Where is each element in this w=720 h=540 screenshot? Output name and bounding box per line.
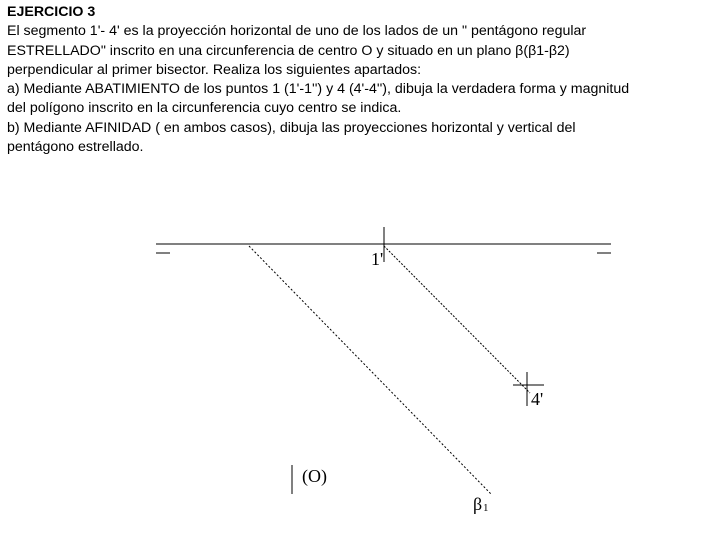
label-center-o: (O) — [302, 466, 327, 486]
label-beta-subscript: 1 — [483, 502, 489, 514]
statement-line: perpendicular al primer bisector. Realiza los siguientes apartados: — [7, 61, 422, 78]
label-point-1: 1' — [371, 249, 384, 269]
statement-line: del polígono inscrito en la circunferencia cuyo centro se indica. — [7, 100, 402, 117]
label-point-4: 4' — [531, 389, 544, 409]
statement-line: ESTRELLADO" inscrito en una circunferencia de centro O y situado en un plano β(β1-β2) — [7, 42, 570, 59]
statement-line: a) Mediante ABATIMIENTO de los puntos 1 (1'-1'') y 4 (4'-4''), dibuja la verdadera forma y magnitud — [7, 81, 630, 98]
statement-line: pentágono estrellado. — [7, 139, 144, 156]
label-beta: β — [473, 494, 483, 514]
segment-1-4 — [384, 246, 530, 393]
plane-trace-beta1 — [249, 246, 491, 494]
exercise-title: EJERCICIO 3 — [7, 4, 96, 20]
statement-line: El segmento 1'- 4' es la proyección horizontal de uno de los lados de un " pentágono regular — [7, 23, 587, 40]
statement-line: b) Mediante AFINIDAD ( en ambos casos), dibuja las proyecciones horizontal y vertical del — [7, 119, 576, 136]
